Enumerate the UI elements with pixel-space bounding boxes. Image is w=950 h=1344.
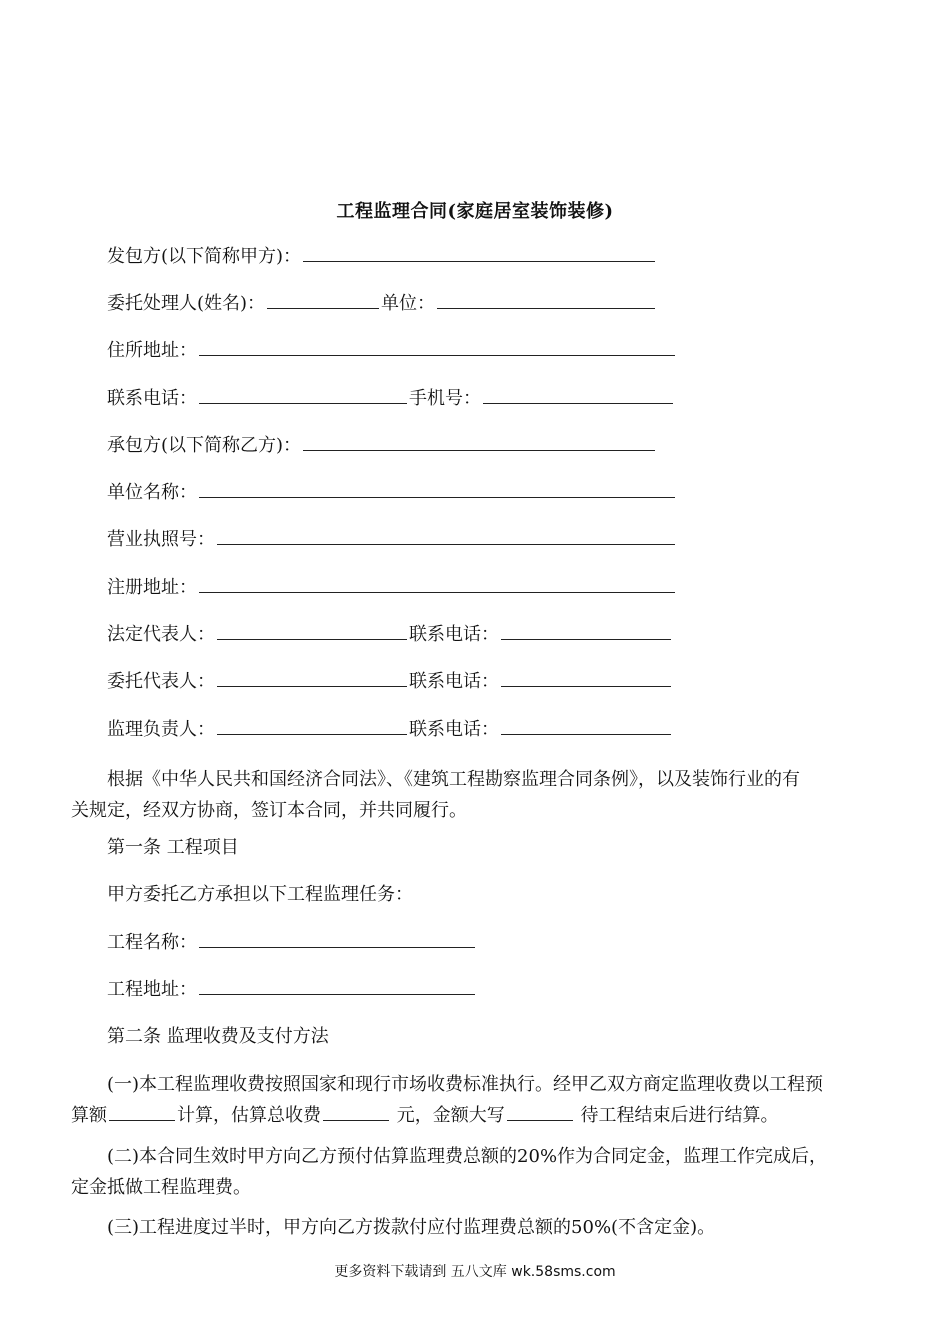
item-1-budget-label: 算额 <box>71 1105 107 1126</box>
project-address-blank[interactable] <box>199 978 475 995</box>
address-blank[interactable] <box>199 339 675 356</box>
license-label: 营业执照号： <box>107 529 215 550</box>
mobile-label: 手机号： <box>409 388 481 409</box>
address-row <box>107 339 677 363</box>
license-row <box>107 528 677 552</box>
supervisor-label: 监理负责人： <box>107 719 215 740</box>
page-title: 工程监理合同(家庭居室装饰装修) <box>336 201 614 222</box>
article-2-item-2 <box>71 1141 877 1203</box>
party-b-blank[interactable] <box>303 434 655 451</box>
legal-rep-blank[interactable] <box>217 623 407 640</box>
party-a-row <box>107 245 657 269</box>
agent-rep-row <box>107 670 673 694</box>
reg-address-blank[interactable] <box>199 576 675 593</box>
reg-address-label: 注册地址： <box>107 577 197 598</box>
project-name-label: 工程名称： <box>107 932 197 953</box>
supervisor-phone-label: 联系电话： <box>409 719 499 740</box>
item-1-amount-label: 元，金额大写 <box>391 1105 505 1126</box>
article-2-heading: 第二条 监理收费及支付方法 <box>107 1026 329 1047</box>
intro-paragraph <box>71 764 877 826</box>
article-2-item-1 <box>71 1069 877 1131</box>
legal-rep-phone-label: 联系电话： <box>409 624 499 645</box>
project-name-blank[interactable] <box>199 931 475 948</box>
legal-rep-row <box>107 623 673 647</box>
intro-line-2: 关规定，经双方协商，签订本合同，并共同履行。 <box>71 800 467 821</box>
article-1-statement: 甲方委托乙方承担以下工程监理任务： <box>107 884 413 905</box>
legal-rep-label: 法定代表人： <box>107 624 215 645</box>
company-name-row <box>107 481 677 505</box>
project-address-row <box>107 978 477 1002</box>
agent-rep-blank[interactable] <box>217 670 407 687</box>
supervisor-blank[interactable] <box>217 718 407 735</box>
unit-label: 单位： <box>381 293 436 314</box>
item-1-fee-label: 计算，估算总收费 <box>177 1105 321 1126</box>
project-address-label: 工程地址： <box>107 979 197 1000</box>
footer-note: 更多资料下载请到 五八文库 wk.58sms.com <box>334 1264 616 1280</box>
delegate-blank[interactable] <box>267 292 379 309</box>
phone-label: 联系电话： <box>107 388 197 409</box>
article-2-item-3: (三)工程进度过半时，甲方向乙方拨款付应付监理费总额的50%(不含定金)。 <box>107 1217 716 1238</box>
legal-rep-phone-blank[interactable] <box>501 623 671 640</box>
agent-rep-phone-label: 联系电话： <box>409 671 499 692</box>
item-2-line-2: 定金抵做工程监理费。 <box>71 1177 251 1198</box>
project-name-row <box>107 931 477 955</box>
address-label: 住所地址： <box>107 340 197 361</box>
phone-blank[interactable] <box>199 387 407 404</box>
supervisor-row <box>107 718 673 742</box>
phone-row <box>107 387 675 411</box>
amount-words-blank[interactable] <box>507 1104 573 1121</box>
delegate-label: 委托处理人(姓名)： <box>107 293 266 314</box>
reg-address-row <box>107 576 677 600</box>
item-2-line-1: (二)本合同生效时甲方向乙方预付估算监理费总额的20%作为合同定金，监理工作完成后， <box>107 1146 828 1167</box>
company-name-blank[interactable] <box>199 481 675 498</box>
budget-blank[interactable] <box>109 1104 175 1121</box>
company-name-label: 单位名称： <box>107 482 197 503</box>
supervisor-phone-blank[interactable] <box>501 718 671 735</box>
item-1-line-2 <box>71 1100 877 1131</box>
unit-blank[interactable] <box>437 292 655 309</box>
item-1-line-1: (一)本工程监理收费按照国家和现行市场收费标准执行。经甲乙双方商定监理收费以工程预 <box>107 1074 824 1095</box>
party-a-label: 发包方(以下简称甲方)： <box>107 246 302 267</box>
agent-rep-label: 委托代表人： <box>107 671 215 692</box>
license-blank[interactable] <box>217 528 675 545</box>
delegate-row <box>107 292 657 316</box>
party-b-row <box>107 434 657 458</box>
mobile-blank[interactable] <box>483 387 673 404</box>
party-a-blank[interactable] <box>303 245 655 262</box>
intro-line-1: 根据《中华人民共和国经济合同法》、《建筑工程勘察监理合同条例》，以及装饰行业的有 <box>107 769 800 790</box>
article-1-heading: 第一条 工程项目 <box>107 837 239 858</box>
agent-rep-phone-blank[interactable] <box>501 670 671 687</box>
party-b-label: 承包方(以下简称乙方)： <box>107 435 302 456</box>
item-1-settle-label: 待工程结束后进行结算。 <box>574 1105 779 1126</box>
fee-blank[interactable] <box>323 1104 389 1121</box>
